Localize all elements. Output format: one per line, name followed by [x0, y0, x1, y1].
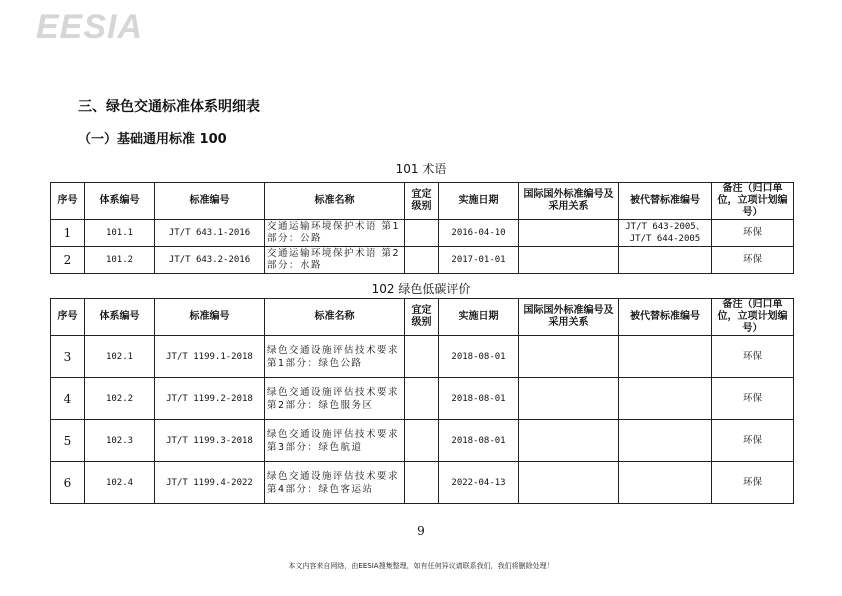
cell-level	[405, 378, 439, 420]
cell-standard-no: JT/T 1199.1-2018	[155, 336, 265, 378]
cell-remark: 环保	[712, 462, 794, 504]
cell-system-no: 102.4	[85, 462, 155, 504]
terminology-table	[50, 182, 794, 274]
cell-remark: 环保	[712, 378, 794, 420]
cell-level	[405, 420, 439, 462]
cell-seq: 4	[51, 378, 85, 420]
header-remark: 备注（归口单位，立项计划编号）	[712, 183, 794, 220]
cell-replaced: JT/T 643-2005、JT/T 644-2005	[619, 220, 712, 247]
header-standard-name: 标准名称	[265, 183, 405, 220]
cell-remark: 环保	[712, 336, 794, 378]
header-seq: 序号	[51, 183, 85, 220]
cell-seq: 6	[51, 462, 85, 504]
header-remark: 备注（归口单位，立项计划编号）	[712, 299, 794, 336]
cell-date: 2016-04-10	[439, 220, 519, 247]
table-row	[51, 420, 794, 462]
cell-date: 2018-08-01	[439, 336, 519, 378]
cell-standard-name: 绿色交通设施评估技术要求 第4部分：绿色客运站	[265, 462, 405, 504]
cell-intl	[519, 462, 619, 504]
cell-standard-no: JT/T 1199.2-2018	[155, 378, 265, 420]
table-header-row	[51, 183, 794, 220]
cell-intl	[519, 247, 619, 274]
footer-disclaimer: 本文内容来自网络，由EESIA搜集整理，如有任何异议请联系我们，我们将删除处理！	[288, 562, 554, 570]
table-caption-green-low-carbon: 102 绿色低碳评价	[371, 282, 471, 296]
cell-intl	[519, 336, 619, 378]
cell-system-no: 102.3	[85, 420, 155, 462]
table-caption-terminology: 101 术语	[395, 162, 447, 176]
header-intl: 国际国外标准编号及采用关系	[519, 183, 619, 220]
cell-system-no: 102.2	[85, 378, 155, 420]
cell-replaced	[619, 247, 712, 274]
table-row	[51, 336, 794, 378]
cell-standard-name: 绿色交通设施评估技术要求 第2部分：绿色服务区	[265, 378, 405, 420]
cell-date: 2018-08-01	[439, 420, 519, 462]
cell-standard-name: 交通运输环境保护术语 第1部分：公路	[265, 220, 405, 247]
table-row	[51, 247, 794, 274]
cell-remark: 环保	[712, 247, 794, 274]
header-level: 宜定级别	[405, 183, 439, 220]
table-row	[51, 378, 794, 420]
table-row	[51, 220, 794, 247]
header-system-no: 体系编号	[85, 183, 155, 220]
header-date: 实施日期	[439, 183, 519, 220]
cell-standard-name: 绿色交通设施评估技术要求 第1部分：绿色公路	[265, 336, 405, 378]
header-intl: 国际国外标准编号及采用关系	[519, 299, 619, 336]
cell-date: 2018-08-01	[439, 378, 519, 420]
cell-standard-no: JT/T 1199.3-2018	[155, 420, 265, 462]
table-header-row	[51, 299, 794, 336]
cell-date: 2022-04-13	[439, 462, 519, 504]
cell-standard-name: 交通运输环境保护术语 第2部分：水路	[265, 247, 405, 274]
cell-replaced	[619, 420, 712, 462]
cell-seq: 3	[51, 336, 85, 378]
cell-standard-no: JT/T 643.2-2016	[155, 247, 265, 274]
cell-standard-no: JT/T 1199.4-2022	[155, 462, 265, 504]
header-system-no: 体系编号	[85, 299, 155, 336]
cell-replaced	[619, 378, 712, 420]
cell-seq: 5	[51, 420, 85, 462]
cell-replaced	[619, 336, 712, 378]
cell-system-no: 101.2	[85, 247, 155, 274]
eesia-logo: EESIA	[36, 8, 144, 46]
cell-replaced	[619, 462, 712, 504]
cell-standard-name: 绿色交通设施评估技术要求 第3部分：绿色航道	[265, 420, 405, 462]
header-replaced: 被代替标准编号	[619, 183, 712, 220]
cell-system-no: 102.1	[85, 336, 155, 378]
header-standard-name: 标准名称	[265, 299, 405, 336]
cell-level	[405, 336, 439, 378]
cell-level	[405, 462, 439, 504]
page-number: 9	[417, 524, 425, 538]
table-row	[51, 462, 794, 504]
header-date: 实施日期	[439, 299, 519, 336]
section-title: 三、绿色交通标准体系明细表	[78, 99, 260, 115]
cell-intl	[519, 378, 619, 420]
header-replaced: 被代替标准编号	[619, 299, 712, 336]
cell-standard-no: JT/T 643.1-2016	[155, 220, 265, 247]
header-level: 宜定级别	[405, 299, 439, 336]
cell-system-no: 101.1	[85, 220, 155, 247]
header-standard-no: 标准编号	[155, 299, 265, 336]
cell-seq: 1	[51, 220, 85, 247]
cell-level	[405, 220, 439, 247]
header-seq: 序号	[51, 299, 85, 336]
subsection-title: （一）基础通用标准 100	[78, 132, 227, 147]
cell-date: 2017-01-01	[439, 247, 519, 274]
cell-intl	[519, 220, 619, 247]
cell-remark: 环保	[712, 420, 794, 462]
cell-level	[405, 247, 439, 274]
cell-intl	[519, 420, 619, 462]
cell-seq: 2	[51, 247, 85, 274]
cell-remark: 环保	[712, 220, 794, 247]
header-standard-no: 标准编号	[155, 183, 265, 220]
green-low-carbon-table	[50, 298, 794, 504]
